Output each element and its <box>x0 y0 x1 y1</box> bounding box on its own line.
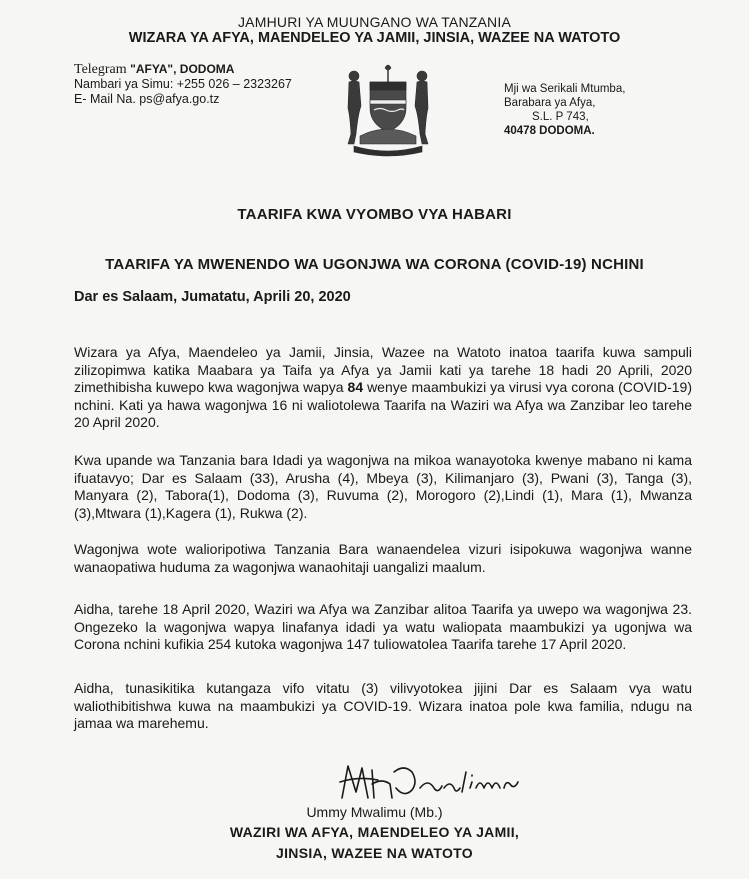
telegram-line <box>74 62 292 77</box>
subject-title: TAARIFA YA MWENENDO WA UGONJWA WA CORONA (COVID-19) NCHINI <box>105 256 644 273</box>
phone-line: Nambari ya Simu: +255 026 – 2323267 <box>74 77 292 91</box>
telegram-prefix: Telegram <box>74 62 131 77</box>
coat-of-arms-emblem <box>340 64 436 158</box>
paragraph-5: Aidha, tunasikitika kutangaza vifo vitatu (3) vilivyotokea jijini Dar es Salaam vya watu waliothibitishwa kuwa na maambukizi ya COVID-19. Wizara inatoa pole kwa familia, ndugu na jamaa wa marehemu. <box>74 680 692 732</box>
signatory-title-line-2: JINSIA, WAZEE NA WATOTO <box>276 845 473 861</box>
contact-right <box>504 82 625 138</box>
contact-left <box>74 62 292 107</box>
email-line <box>74 92 292 107</box>
address-line-3: S.L. P 743, <box>532 111 589 123</box>
paragraph-1-part-a: Wizara ya Afya, Maendeleo ya Jamii, Jinsia, Wazee na Watoto inatoa taarifa kuwa sampuli zilizopimwa katika Maabara ya Taifa ya Afya ya Jamii kati ya tarehe 18 hadi 20 Aprili, 2020 zimethibisha kuwepo kwa wagonjwa wapya <box>74 344 692 396</box>
paragraph-3: Wagonjwa wote walioripotiwa Tanzania Bara wanaendelea vizuri isipokuwa wagonjwa wanne wanaopatiwa huduma za wagonjwa wanaohitaji uangalizi maalum. <box>74 541 692 575</box>
new-cases-count: 84 <box>347 379 364 396</box>
handwritten-signature <box>338 758 538 806</box>
email-label: E- Mail Na. <box>74 92 140 106</box>
ministry-heading: WIZARA YA AFYA, MAENDELEO YA JAMII, JINSIA, WAZEE NA WATOTO <box>128 30 621 46</box>
telegram-value: "AFYA", DODOMA <box>130 62 235 76</box>
email-address: ps@afya.go.tz <box>139 92 220 106</box>
dateline: Dar es Salaam, Jumatatu, Aprili 20, 2020 <box>74 289 351 305</box>
address-line-2: Barabara ya Afya, <box>504 97 596 109</box>
signatory-name: Ummy Mwalimu (Mb.) <box>306 804 443 820</box>
paragraph-4: Aidha, tarehe 18 April 2020, Waziri wa Afya wa Zanzibar alitoa Taarifa ya uwepo wa wagonjwa 23. Ongezeko la wagonjwa wapya linafanya idadi ya watu waliopata maambukizi ya ugonjwa wa Corona nchini kufikia 254 kutoka wagonjwa 147 tuliowatolea Taarifa tarehe 17 April 2020. <box>74 601 692 653</box>
press-title: TAARIFA KWA VYOMBO VYA HABARI <box>237 206 512 223</box>
address-line-4: 40478 DODOMA. <box>504 125 595 137</box>
address-line-1: Mji wa Serikali Mtumba, <box>504 83 626 95</box>
paragraph-1-part-b: wenye maambukizi ya virusi vya corona (COVID-19) nchini. Kati ya hawa wagonjwa 16 ni waliotolewa Taarifa na Waziri wa Afya wa Zanzibar leo tarehe 20 April 2020. <box>74 379 692 431</box>
republic-heading: JAMHURI YA MUUNGANO WA TANZANIA <box>237 14 511 30</box>
signatory-title-line-1: WAZIRI WA AFYA, MAENDELEO YA JAMII, <box>229 824 520 840</box>
paragraph-1 <box>74 344 692 432</box>
paragraph-2: Kwa upande wa Tanzania bara Idadi ya wagonjwa na mikoa wanayotoka kwenye mabano ni kama ifuatavyo; Dar es Salaam (33), Arusha (4), Mbeya (3), Kilimanjaro (3), Pwani (3), Tanga (3), Manyara (2), Tabora(1), Dodoma (3), Ruvuma (2), Morogoro (2),Lindi (1), Mara (1), Mwanza (3),Mtwara (1),Kagera (1), Rukwa (2). <box>74 452 692 521</box>
